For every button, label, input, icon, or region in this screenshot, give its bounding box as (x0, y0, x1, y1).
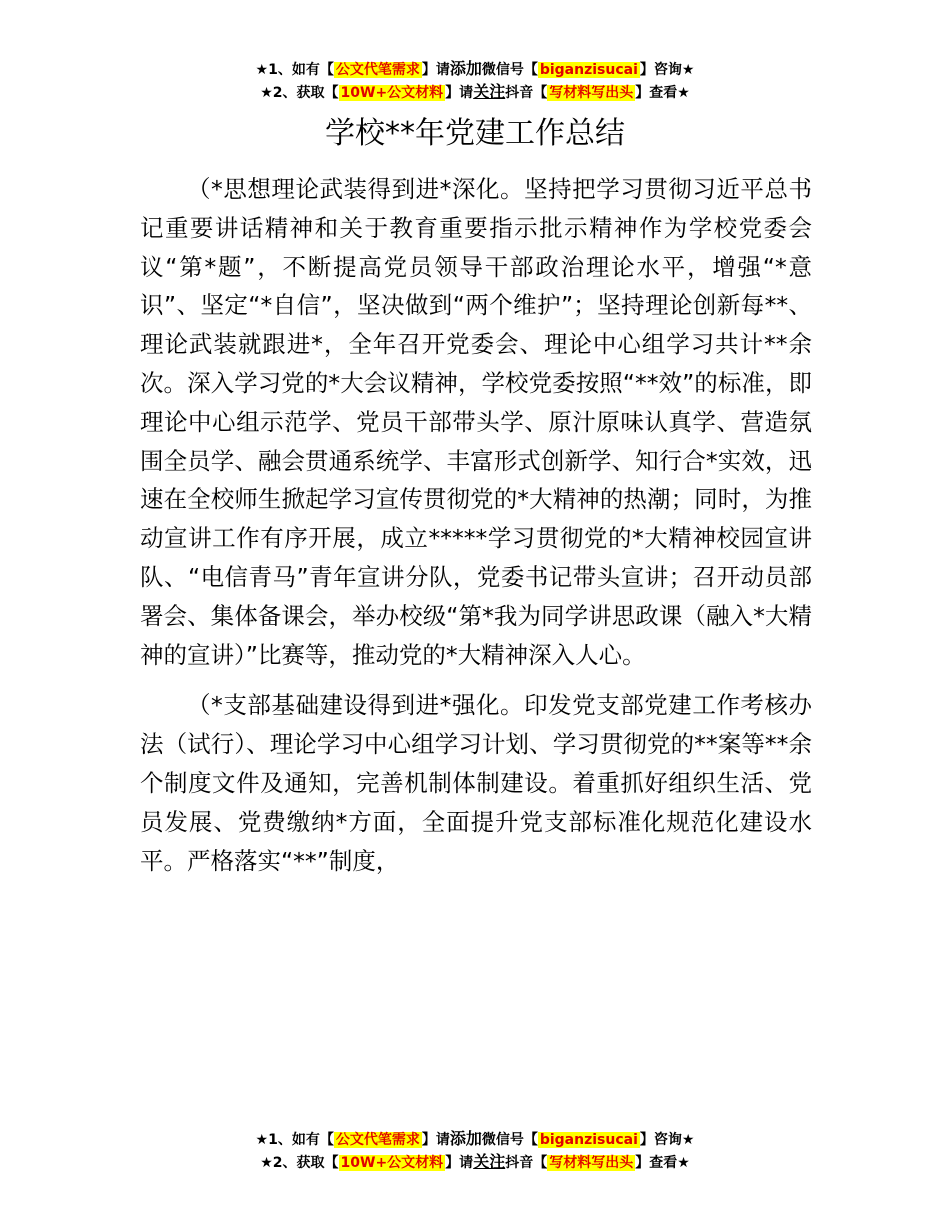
banner-text: 抖音【 (505, 85, 548, 101)
banner-highlight: 公文代笔需求 (335, 62, 420, 78)
banner-highlight-wechat: biganzisucai (539, 62, 638, 78)
banner-text: 】请 (445, 85, 474, 101)
banner-highlight-douyin: 写材料写出头 (549, 85, 634, 101)
banner-text: ★2、获取【 (260, 1155, 339, 1171)
banner-highlight-douyin: 写材料写出头 (549, 1155, 634, 1171)
banner-text: 】咨询★ (639, 62, 695, 78)
header-banner (0, 58, 950, 104)
banner-text: 】请 (445, 1155, 474, 1171)
paragraph-1: （*思想理论武装得到进*深化。坚持把学习贯彻习近平总书记重要讲话精神和关于教育重要指示批示精神作为学校党委会议“第*题”，不断提高党员领导干部政治理论水平，增强“*意识”、坚定“*自信”，坚决做到“两个维护”；坚持理论创新每**、理论武装就跟进*，全年召开党委会、理论中心组学习共计**余次。深入学习党的*大会议精神，学校党委按照“**效”的标准，即理论中心组示范学、党员干部带头学、原汁原味认真学、营造氛围全员学、融会贯通系统学、丰富形式创新学、知行合*实效，迅速在全校师生掀起学习宣传贯彻党的*大精神的热潮；同时，为推动宣讲工作有序开展，成立*****学习贯彻党的*大精神校园宣讲队、“电信青马”青年宣讲分队，党委书记带头宣讲；召开动员部署会、集体备课会，举办校级“第*我为同学讲思政课（融入*大精神的宣讲）”比赛等，推动党的*大精神深入人心。 (140, 175, 812, 669)
banner-text: 微信号【 (481, 1132, 538, 1148)
document-title: 学校**年党建工作总结 (325, 116, 625, 151)
footer-banner (0, 1128, 950, 1174)
banner-text: ★1、如有【 (255, 62, 334, 78)
banner-emphasis: 添加 (449, 1129, 482, 1148)
banner-highlight: 公文代笔需求 (335, 1132, 420, 1148)
banner-line-1 (0, 58, 950, 81)
banner-text: 】请 (421, 1132, 450, 1148)
banner-text: 】咨询★ (639, 1132, 695, 1148)
paragraph-2: （*支部基础建设得到进*强化。印发党支部党建工作考核办法（试行）、理论学习中心组学习计划、学习贯彻党的**案等**余个制度文件及通知，完善机制体制建设。着重抓好组织生活、党员发展、党费缴纳*方面，全面提升党支部标准化规范化建设水平。严格落实“**”制度， (140, 691, 812, 875)
banner-highlight: 10W+公文材料 (340, 1155, 444, 1171)
banner-underline: 关注 (473, 1152, 506, 1171)
banner-emphasis: 添加 (449, 59, 482, 78)
banner-line-1 (0, 1128, 950, 1151)
banner-text: 抖音【 (505, 1155, 548, 1171)
banner-text: 微信号【 (481, 62, 538, 78)
banner-text: ★2、获取【 (260, 85, 339, 101)
banner-text: ★1、如有【 (255, 1132, 334, 1148)
banner-highlight-wechat: biganzisucai (539, 1132, 638, 1148)
banner-underline: 关注 (473, 82, 506, 101)
document-body (140, 170, 812, 892)
banner-text: 】查看★ (635, 1155, 690, 1171)
banner-text: 】查看★ (635, 85, 690, 101)
banner-highlight: 10W+公文材料 (340, 85, 444, 101)
banner-line-2 (0, 81, 950, 104)
banner-line-2 (0, 1151, 950, 1174)
banner-text: 】请 (421, 62, 450, 78)
